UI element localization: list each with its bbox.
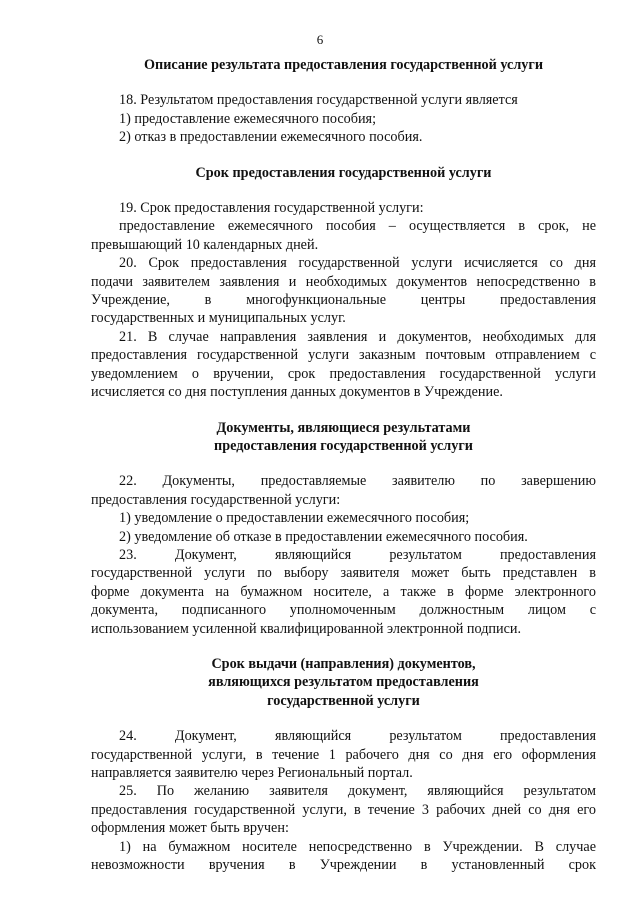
paragraph-20 [91, 254, 596, 328]
section-heading-result-description: Описание результата предоставления государственной услуги [144, 57, 543, 73]
section-heading-result-documents [91, 419, 596, 456]
list-item: 1) уведомление о предоставлении ежемесячного пособия; [119, 510, 470, 527]
paragraph-25 [91, 782, 596, 874]
paragraph-line: оформления может быть вручен: [91, 820, 289, 837]
paragraph-line: 22. Документы, предоставляемые заявителю по завершению [119, 473, 596, 490]
list-item: 2) уведомление об отказе в предоставлении ежемесячного пособия. [119, 528, 528, 545]
paragraph-line: исчисляется со дня поступления данных документов в Учреждение. [91, 384, 503, 401]
paragraph-line: 25. По желанию заявителя документ, являющийся результатом [119, 783, 596, 800]
paragraph-line: государственных и муниципальных услуг. [91, 310, 346, 327]
paragraph-line: Учреждение, в многофункциональные центры предоставления [91, 292, 596, 309]
paragraph-line: невозможности вручения в Учреждении в установленный срок [91, 857, 596, 874]
paragraph-line: превышающий 10 календарных дней. [91, 236, 319, 253]
heading-line: предоставления государственной услуги [214, 437, 473, 454]
paragraph-line: уведомлением о вручении, срок предоставления государственной услуги [91, 365, 596, 382]
paragraph-23 [91, 546, 596, 638]
list-item: 2) отказ в предоставлении ежемесячного пособия. [119, 129, 423, 146]
page-number: 6 [316, 32, 324, 47]
paragraph-line: предоставления государственной услуги: [91, 491, 341, 508]
paragraph-line: 24. Документ, являющийся результатом предоставления [119, 728, 596, 745]
paragraph-line: 18. Результатом предоставления государственной услуги является [119, 92, 518, 109]
paragraph-line: подачи заявителем заявления и необходимых документов непосредственно в [91, 273, 596, 290]
paragraph-18 [91, 91, 596, 146]
paragraph-line: использованием усиленной квалифицированной электронной подписи. [91, 620, 522, 637]
heading-line: Срок выдачи (направления) документов, [211, 655, 476, 672]
paragraph-line: предоставление ежемесячного пособия – осуществляется в срок, не [119, 218, 596, 235]
section-heading-service-term: Срок предоставления государственной услуги [195, 164, 492, 181]
paragraph-24 [91, 727, 596, 782]
section-heading-issue-term [91, 655, 596, 710]
paragraph-line: предоставления государственной услуги заказным почтовым отправлением с [91, 347, 596, 364]
heading-line: государственной услуги [267, 692, 420, 709]
heading-line: Документы, являющиеся результатами [216, 419, 471, 436]
paragraph-line: предоставления государственной услуги, в течение 3 рабочих дней со дня его [91, 801, 596, 818]
document-body [91, 56, 596, 874]
paragraph-19 [91, 199, 596, 254]
paragraph-22 [91, 472, 596, 546]
paragraph-line: 23. Документ, являющийся результатом предоставления [119, 546, 596, 563]
heading-line: являющихся результатом предоставления [208, 674, 479, 691]
list-item: 1) на бумажном носителе непосредственно в Учреждении. В случае [119, 838, 596, 855]
paragraph-line: 19. Срок предоставления государственной услуги: [119, 200, 424, 217]
paragraph-line: 21. В случае направления заявления и документов, необходимых для [119, 328, 596, 345]
paragraph-21 [91, 328, 596, 402]
paragraph-line: 20. Срок предоставления государственной услуги исчисляется со дня [119, 255, 596, 272]
paragraph-line: государственной услуги по выбору заявителя может быть представлен в [91, 565, 596, 582]
paragraph-line: документа, подписанного уполномоченным должностным лицом с [91, 602, 596, 619]
list-item: 1) предоставление ежемесячного пособия; [119, 110, 377, 127]
paragraph-line: форме документа на бумажном носителе, а также в форме электронного [91, 583, 596, 600]
paragraph-line: государственной услуги, в течение 1 рабочего дня со дня его оформления [91, 746, 596, 763]
paragraph-line: направляется заявителю через Региональный портал. [91, 765, 413, 781]
